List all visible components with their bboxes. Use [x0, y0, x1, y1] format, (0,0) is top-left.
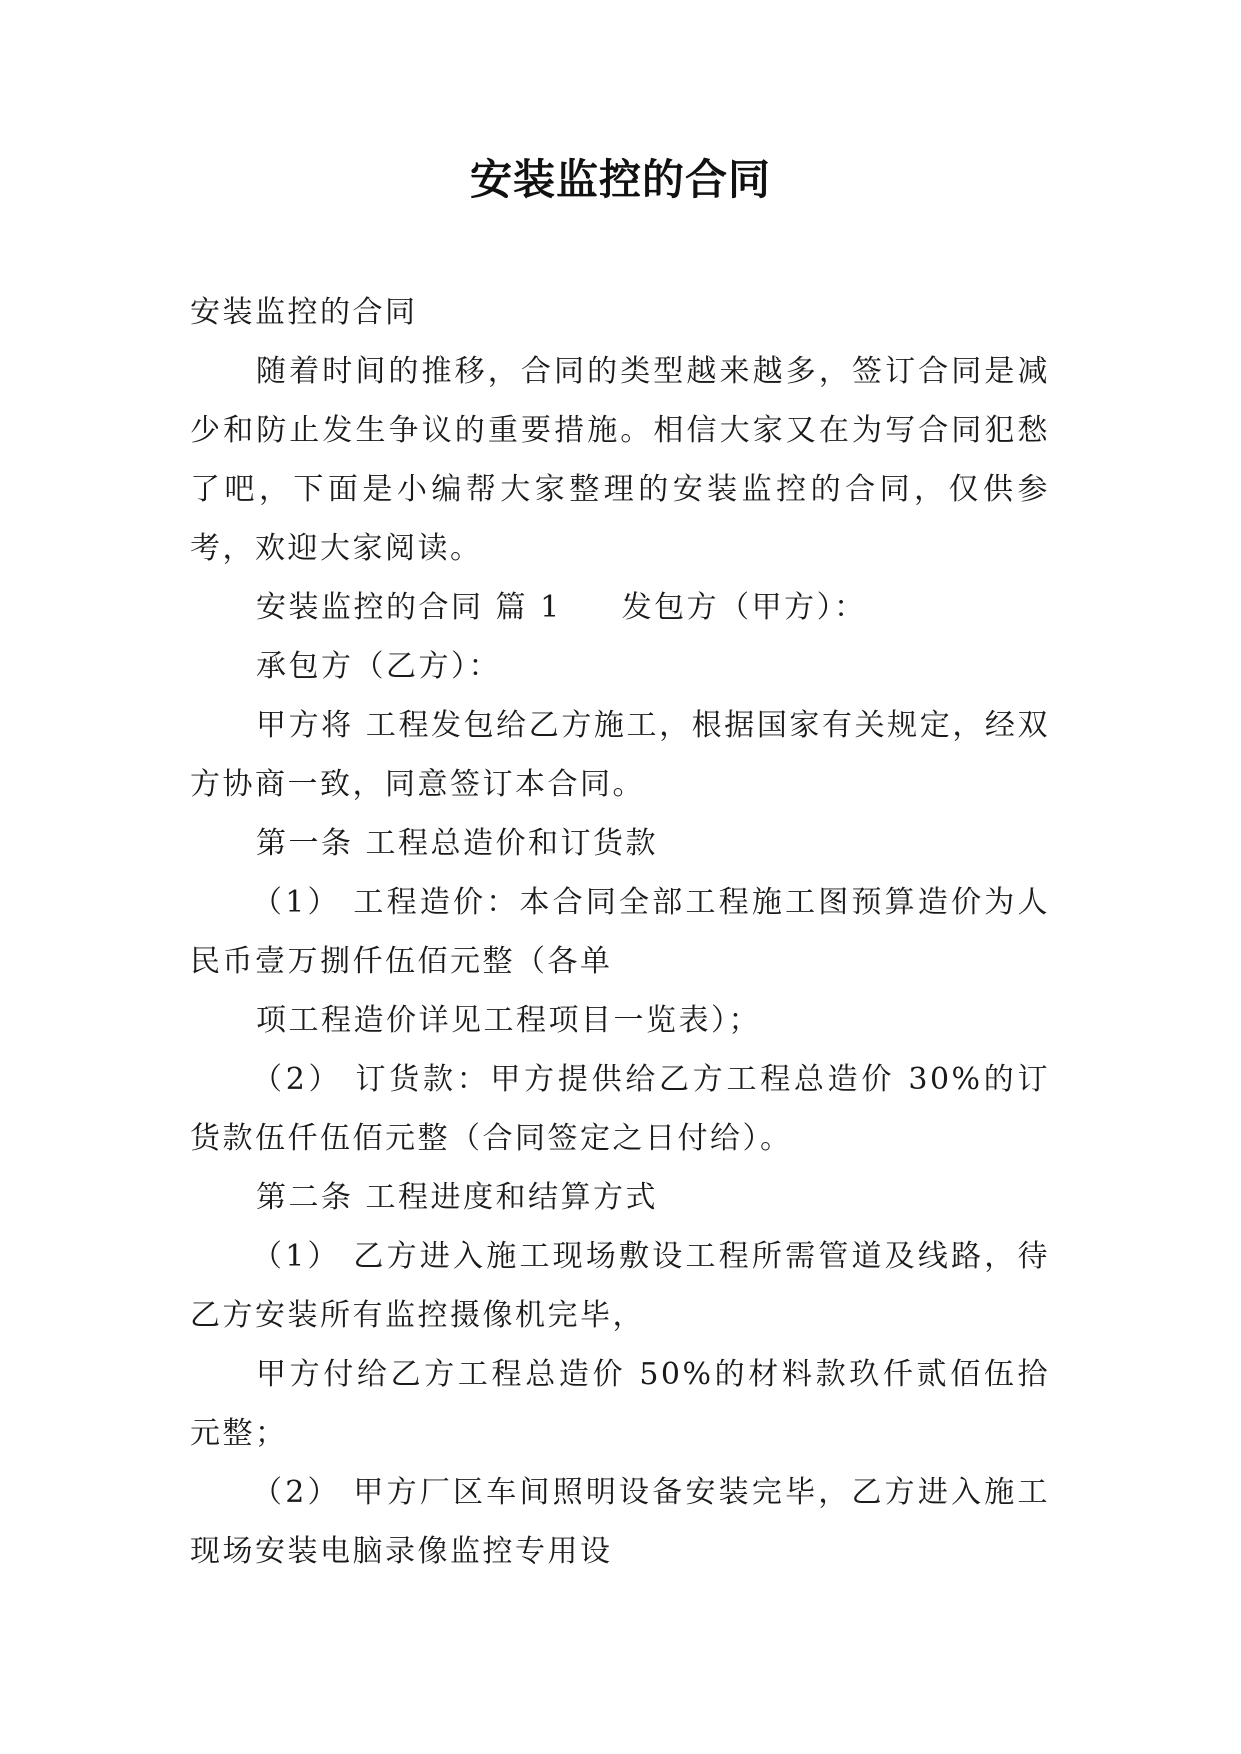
party-a-label: 发包方（甲方）： [621, 590, 867, 625]
article-1-item-2: （2） 订货款：甲方提供给乙方工程总造价 30%的订货款伍仟伍佰元整（合同签定之日付给）。 [190, 1062, 1050, 1156]
paragraph-intro: 随着时间的推移，合同的类型越来越多，签订合同是减少和防止发生争议的重要措施。相信大家又在为写合同犯愁了吧，下面是小编帮大家整理的安装监控的合同，仅供参考，欢迎大家阅读。 [190, 354, 1050, 566]
section-label: 安装监控的合同 篇 1 [256, 590, 562, 625]
paragraph-heading-repeat: 安装监控的合同 [190, 295, 418, 330]
paragraph-agreement: 甲方将 工程发包给乙方施工，根据国家有关规定，经双方协商一致，同意签订本合同。 [190, 708, 1050, 802]
article-1-heading: 第一条 工程总造价和订货款 [256, 826, 659, 861]
document-title: 安装监控的合同 [469, 155, 771, 204]
document-body [190, 283, 1050, 1581]
article-1-item-1-continued: 项工程造价详见工程项目一览表）； [256, 1003, 761, 1038]
party-b-label: 承包方（乙方）： [256, 649, 501, 684]
article-2-heading: 第二条 工程进度和结算方式 [256, 1180, 659, 1215]
article-1-item-1: （1） 工程造价：本合同全部工程施工图预算造价为人民币壹万捌仟伍佰元整（各单 [190, 885, 1050, 979]
article-2-item-1-payment: 甲方付给乙方工程总造价 50%的材料款玖仟贰佰伍拾元整； [190, 1357, 1050, 1451]
article-2-item-2: （2） 甲方厂区车间照明设备安装完毕，乙方进入施工现场安装电脑录像监控专用设 [190, 1475, 1050, 1569]
paragraph-section-1-header [190, 578, 1050, 637]
article-2-item-1: （1） 乙方进入施工现场敷设工程所需管道及线路，待乙方安装所有监控摄像机完毕， [190, 1239, 1050, 1333]
